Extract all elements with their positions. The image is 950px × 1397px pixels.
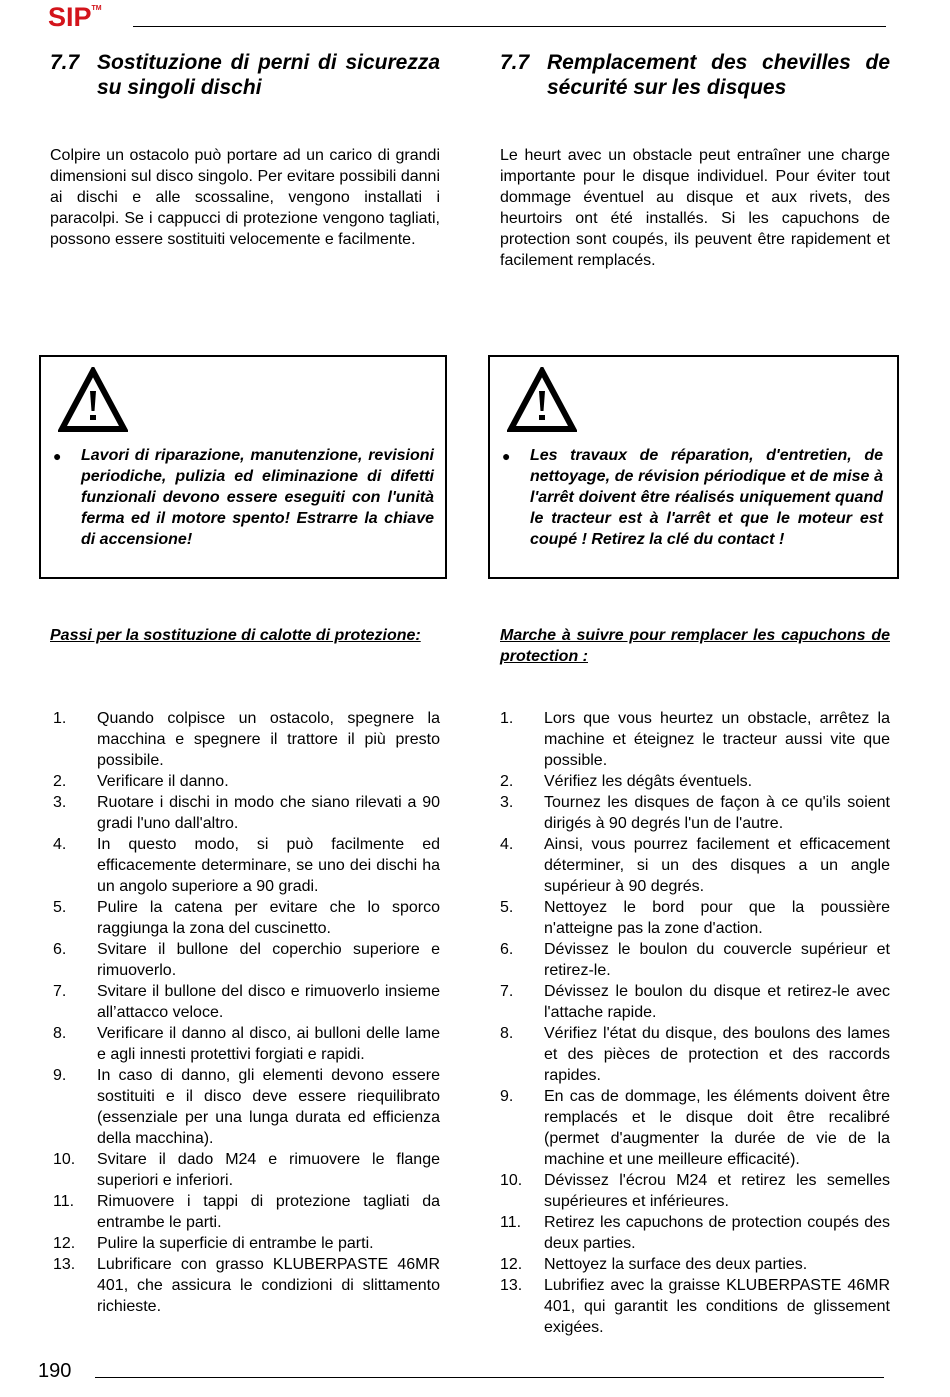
step-text: In caso di danno, gli elementi devono essere sostituiti e il disco deve essere riequilibrato (essenziale per una lunga durata ed efficienza della macchina). bbox=[97, 1067, 440, 1147]
step-item bbox=[497, 834, 890, 897]
step-number: 3. bbox=[53, 794, 67, 811]
step-item bbox=[50, 1254, 440, 1317]
step-item bbox=[497, 1023, 890, 1086]
step-text: Dévissez l'écrou M24 et retirez les semelles supérieures et inférieures. bbox=[544, 1172, 890, 1210]
step-item bbox=[50, 897, 440, 939]
step-number: 6. bbox=[53, 941, 67, 958]
step-number: 10. bbox=[53, 1151, 76, 1168]
step-number: 7. bbox=[53, 983, 67, 1000]
footer-rule bbox=[95, 1377, 884, 1378]
step-item bbox=[50, 981, 440, 1023]
step-item bbox=[50, 771, 440, 792]
step-number: 12. bbox=[53, 1235, 76, 1252]
step-text: Ainsi, vous pourrez facilement et efficacement déterminer, si un des disques a un angle supérieur à 90 degrés. bbox=[544, 836, 890, 895]
page-number: 190 bbox=[38, 1360, 72, 1382]
step-item bbox=[497, 897, 890, 939]
step-text: Quando colpisce un ostacolo, spegnere la macchina e spegnere il trattore il più presto possibile. bbox=[97, 710, 440, 769]
step-text: Lubrificare con grasso KLUBERPASTE 46MR 401, che assicura le condizioni di slittamento richieste. bbox=[97, 1256, 440, 1315]
step-text: Tournez les disques de façon à ce qu'ils soient dirigés à 90 degrés l'un de l'autre. bbox=[544, 794, 890, 832]
step-number: 3. bbox=[500, 794, 514, 811]
step-text: Pulire la catena per evitare che lo sporco raggiunga la zona del cuscinetto. bbox=[97, 899, 440, 937]
sip-logo: SIP™ bbox=[48, 2, 102, 32]
step-item bbox=[497, 1212, 890, 1254]
french-heading bbox=[500, 50, 890, 100]
warning-triangle-icon bbox=[58, 367, 128, 433]
step-number: 5. bbox=[53, 899, 67, 916]
step-text: Svitare il dado M24 e rimuovere le flange superiori e inferiori. bbox=[97, 1151, 440, 1189]
french-warning-box bbox=[488, 355, 899, 579]
step-item bbox=[50, 1023, 440, 1065]
step-number: 13. bbox=[500, 1277, 523, 1294]
step-text: Vérifiez l'état du disque, des boulons des lames et des pièces de protection et des raccords rapides. bbox=[544, 1025, 890, 1084]
step-number: 12. bbox=[500, 1256, 523, 1273]
step-text: Dévissez le boulon du couvercle supérieur et retirez-le. bbox=[544, 941, 890, 979]
warning-text: Lavori di riparazione, manutenzione, revisioni periodiche, pulizia ed eliminazione di difetti funzionali devono essere eseguiti con l'unità ferma ed il motore spento! Estrarre la chiave di accensione! bbox=[81, 447, 434, 548]
step-text: Pulire la superficie di entrambe le parti. bbox=[97, 1235, 374, 1252]
step-text: Lubrifiez avec la graisse KLUBERPASTE 46MR 401, qui garantit les conditions de glissement exigées. bbox=[544, 1277, 890, 1336]
french-intro: Le heurt avec un obstacle peut entraîner une charge importante pour le disque individuel. Pour éviter tout dommage éventuel au disque et aux rivets, des heurtoirs ont été installés. Si les capuchons de protection sont coupés, ils peuvent être rapidement et facilement remplacés. bbox=[500, 147, 890, 269]
step-number: 5. bbox=[500, 899, 514, 916]
step-text: Verificare il danno al disco, ai bulloni delle lame e agli innesti protettivi forgiati e rapidi. bbox=[97, 1025, 440, 1063]
step-item bbox=[50, 1191, 440, 1233]
step-text: Vérifiez les dégâts éventuels. bbox=[544, 773, 753, 790]
step-item bbox=[497, 1086, 890, 1170]
step-number: 4. bbox=[53, 836, 67, 853]
step-text: Nettoyez le bord pour que la poussière n'atteigne pas la zone d'action. bbox=[544, 899, 890, 937]
bullet-icon: ● bbox=[53, 448, 62, 464]
step-number: 9. bbox=[500, 1088, 514, 1105]
italian-intro: Colpire un ostacolo può portare ad un carico di grandi dimensioni sul disco singolo. Per evitare possibili danni ai dischi e alle scossaline, vengono installati i paracolpi. Se i cappucci di protezione vengono tagliati, possono essere sostituiti velocemente e facilmente. bbox=[50, 147, 440, 248]
italian-steps-title: Passi per la sostituzione di calotte di protezione: bbox=[50, 627, 421, 644]
warning-text: Les travaux de réparation, d'entretien, de nettoyage, de révision périodique et de mise à l'arrêt doivent être réalisés uniquement quand le tracteur est à l'arrêt et que le moteur est coupé ! Retirez la clé du contact ! bbox=[530, 447, 883, 548]
step-item bbox=[50, 1233, 440, 1254]
step-item bbox=[497, 981, 890, 1023]
step-number: 11. bbox=[53, 1193, 75, 1210]
step-number: 8. bbox=[53, 1025, 67, 1042]
step-number: 13. bbox=[53, 1256, 76, 1273]
step-text: In questo modo, si può facilmente ed efficacemente determinare, se uno dei dischi ha un angolo superiore a 90 gradi. bbox=[97, 836, 440, 895]
warning-triangle-icon bbox=[507, 367, 577, 433]
step-number: 11. bbox=[500, 1214, 522, 1231]
step-item bbox=[50, 834, 440, 897]
step-item bbox=[50, 708, 440, 771]
step-item bbox=[497, 1170, 890, 1212]
section-number: 7.7 bbox=[50, 51, 80, 74]
step-item bbox=[497, 792, 890, 834]
header-rule bbox=[133, 26, 886, 27]
step-item bbox=[497, 1254, 890, 1275]
step-text: Verificare il danno. bbox=[97, 773, 229, 790]
step-text: En cas de dommage, les éléments doivent être remplacés et le disque doit être recalibré (permet d'augmenter la durée de vie de la machine et une meilleure efficacité). bbox=[544, 1088, 890, 1168]
section-title: Sostituzione di perni di sicurezza su singoli dischi bbox=[97, 51, 440, 99]
step-item bbox=[497, 939, 890, 981]
step-text: Rimuovere i tappi di protezione tagliati da entrambe le parti. bbox=[97, 1193, 440, 1231]
step-item bbox=[50, 1149, 440, 1191]
section-title: Remplacement des chevilles de sécurité sur les disques bbox=[547, 51, 890, 99]
step-number: 2. bbox=[500, 773, 514, 790]
italian-steps-list bbox=[50, 708, 440, 1317]
step-text: Nettoyez la surface des deux parties. bbox=[544, 1256, 808, 1273]
step-number: 10. bbox=[500, 1172, 523, 1189]
step-text: Svitare il bullone del disco e rimuoverlo insieme all’attacco veloce. bbox=[97, 983, 440, 1021]
step-number: 8. bbox=[500, 1025, 514, 1042]
step-text: Lors que vous heurtez un obstacle, arrêtez la machine et éteignez le tracteur aussi vite que possible. bbox=[544, 710, 890, 769]
step-number: 1. bbox=[500, 710, 514, 727]
french-steps-list bbox=[497, 708, 890, 1338]
bullet-icon: ● bbox=[502, 448, 511, 464]
step-text: Ruotare i dischi in modo che siano rilevati a 90 gradi l'uno dall'altro. bbox=[97, 794, 440, 832]
step-text: Svitare il bullone del coperchio superiore e rimuoverlo. bbox=[97, 941, 440, 979]
step-item bbox=[497, 771, 890, 792]
step-item bbox=[497, 708, 890, 771]
step-number: 4. bbox=[500, 836, 514, 853]
step-text: Dévissez le boulon du disque et retirez-le avec l'attache rapide. bbox=[544, 983, 890, 1021]
step-number: 1. bbox=[53, 710, 67, 727]
step-number: 9. bbox=[53, 1067, 67, 1084]
french-steps-title: Marche à suivre pour remplacer les capuchons de protection : bbox=[500, 627, 890, 665]
step-number: 7. bbox=[500, 983, 514, 1000]
step-item bbox=[50, 939, 440, 981]
step-text: Retirez les capuchons de protection coupés des deux parties. bbox=[544, 1214, 890, 1252]
step-item bbox=[50, 792, 440, 834]
italian-warning-box bbox=[39, 355, 447, 579]
step-number: 6. bbox=[500, 941, 514, 958]
step-item bbox=[50, 1065, 440, 1149]
italian-heading bbox=[50, 50, 440, 100]
step-item bbox=[497, 1275, 890, 1338]
step-number: 2. bbox=[53, 773, 67, 790]
section-number: 7.7 bbox=[500, 51, 530, 74]
